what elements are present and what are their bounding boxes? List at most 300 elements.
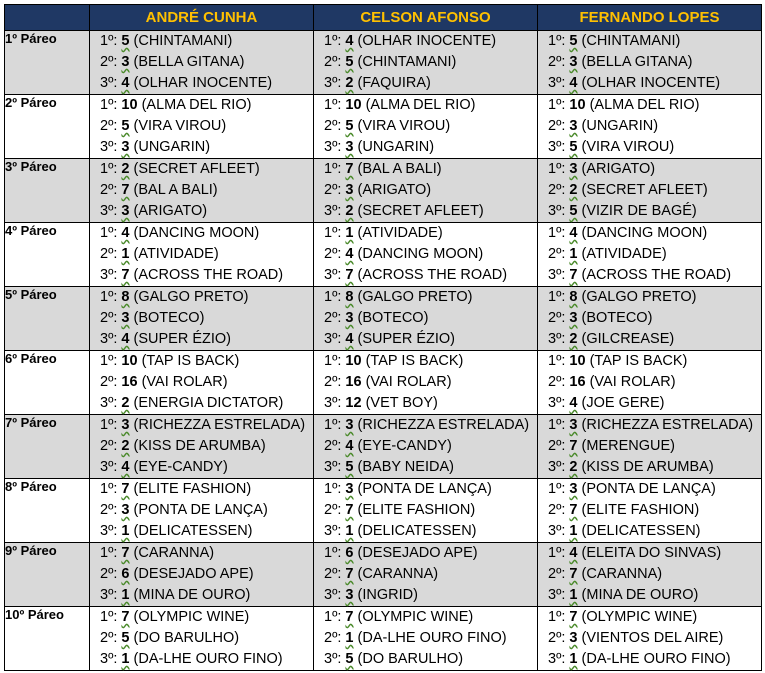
horse-name: (TAP IS BACK) <box>365 353 464 369</box>
column-header-andre-cunha: ANDRÉ CUNHA <box>90 5 314 31</box>
pick-position: 3º: <box>100 395 118 411</box>
pick-line <box>538 201 761 222</box>
horse-name: (ELITE FASHION) <box>581 502 700 518</box>
pick-line <box>538 180 761 201</box>
pick-position: 1º: <box>548 545 566 561</box>
pick-position: 3º: <box>100 203 118 219</box>
pick-line <box>90 585 313 606</box>
tips-cell-fernando-lopes <box>538 95 762 159</box>
column-header-celson-afonso: CELSON AFONSO <box>314 5 538 31</box>
horse-number: 7 <box>121 609 130 625</box>
pick-position: 1º: <box>548 353 566 369</box>
race-label: 10º Páreo <box>5 607 90 671</box>
horse-name: (OLYMPIC WINE) <box>357 609 474 625</box>
pick-line <box>314 223 537 244</box>
horse-number: 5 <box>569 203 578 219</box>
horse-number: 2 <box>569 331 578 347</box>
pick-line <box>90 479 313 500</box>
horse-name: (BABY NEIDA) <box>357 459 454 475</box>
horse-name: (PONTA DE LANÇA) <box>581 481 716 497</box>
horse-name: (DELICATESSEN) <box>357 523 477 539</box>
pick-line <box>538 649 761 670</box>
pick-line <box>538 543 761 564</box>
tips-cell-fernando-lopes <box>538 223 762 287</box>
horse-number: 7 <box>569 502 578 518</box>
horse-number: 3 <box>569 481 578 497</box>
pick-position: 3º: <box>548 395 566 411</box>
race-label: 4º Páreo <box>5 223 90 287</box>
horse-number: 16 <box>569 374 586 390</box>
horse-number: 5 <box>569 139 578 155</box>
horse-number: 4 <box>121 225 130 241</box>
pick-line <box>538 116 761 137</box>
horse-number: 5 <box>121 118 130 134</box>
pick-line <box>90 116 313 137</box>
table-row <box>5 287 762 351</box>
pick-position: 2º: <box>548 566 566 582</box>
horse-name: (CARANNA) <box>133 545 215 561</box>
pick-line <box>538 287 761 308</box>
pick-line <box>90 31 313 52</box>
horse-name: (MINA DE OURO) <box>581 587 699 603</box>
pick-line <box>314 436 537 457</box>
pick-position: 2º: <box>100 182 118 198</box>
horse-name: (RICHEZZA ESTRELADA) <box>357 417 530 433</box>
pick-line <box>314 329 537 350</box>
horse-name: (PONTA DE LANÇA) <box>133 502 268 518</box>
pick-line <box>314 159 537 180</box>
horse-name: (SECRET AFLEET) <box>133 161 260 177</box>
horse-number: 4 <box>345 246 354 262</box>
horse-name: (ACROSS THE ROAD) <box>133 267 284 283</box>
pick-position: 1º: <box>100 353 118 369</box>
pick-line <box>90 564 313 585</box>
horse-name: (DELICATESSEN) <box>581 523 701 539</box>
horse-number: 4 <box>345 438 354 454</box>
horse-number: 4 <box>569 225 578 241</box>
pick-position: 3º: <box>548 523 566 539</box>
pick-line <box>90 351 313 372</box>
pick-position: 2º: <box>324 310 342 326</box>
horse-number: 3 <box>345 417 354 433</box>
horse-name: (CARANNA) <box>357 566 439 582</box>
tips-cell-celson-afonso <box>314 607 538 671</box>
tips-cell-andre-cunha <box>90 31 314 95</box>
horse-name: (DO BARULHO) <box>133 630 240 646</box>
horse-number: 3 <box>569 630 578 646</box>
pick-line <box>538 521 761 542</box>
horse-number: 3 <box>345 587 354 603</box>
pick-position: 2º: <box>100 630 118 646</box>
horse-name: (OLYMPIC WINE) <box>581 609 698 625</box>
horse-name: (ELITE FASHION) <box>357 502 476 518</box>
horse-number: 3 <box>569 118 578 134</box>
tips-cell-celson-afonso <box>314 415 538 479</box>
pick-position: 1º: <box>548 225 566 241</box>
horse-number: 12 <box>345 395 362 411</box>
horse-name: (SECRET AFLEET) <box>581 182 708 198</box>
pick-line <box>314 137 537 158</box>
horse-number: 2 <box>345 75 354 91</box>
pick-position: 3º: <box>324 459 342 475</box>
horse-name: (JOE GERE) <box>581 395 665 411</box>
horse-name: (DA-LHE OURO FINO) <box>357 630 507 646</box>
horse-number: 1 <box>569 246 578 262</box>
horse-number: 2 <box>569 182 578 198</box>
pick-line <box>538 607 761 628</box>
horse-number: 4 <box>569 395 578 411</box>
horse-name: (BAL A BALI) <box>133 182 218 198</box>
horse-number: 1 <box>121 246 130 262</box>
pick-line <box>314 415 537 436</box>
horse-name: (KISS DE ARUMBA) <box>581 459 714 475</box>
pick-position: 2º: <box>548 310 566 326</box>
horse-number: 1 <box>569 587 578 603</box>
pick-line <box>314 585 537 606</box>
pick-line <box>314 521 537 542</box>
pick-line <box>314 73 537 94</box>
horse-number: 8 <box>569 289 578 305</box>
pick-line <box>90 137 313 158</box>
pick-line <box>90 329 313 350</box>
pick-line <box>90 457 313 478</box>
pick-position: 2º: <box>100 502 118 518</box>
pick-line <box>538 223 761 244</box>
pick-line <box>314 287 537 308</box>
horse-name: (ELITE FASHION) <box>133 481 252 497</box>
horse-number: 7 <box>121 267 130 283</box>
pick-line <box>314 116 537 137</box>
horse-name: (UNGARIN) <box>133 139 211 155</box>
pick-line <box>314 457 537 478</box>
pick-line <box>90 201 313 222</box>
race-label: 7º Páreo <box>5 415 90 479</box>
tips-cell-andre-cunha <box>90 479 314 543</box>
pick-position: 3º: <box>548 267 566 283</box>
pick-position: 3º: <box>548 75 566 91</box>
horse-name: (VIRA VIROU) <box>133 118 227 134</box>
pick-line <box>538 457 761 478</box>
pick-position: 3º: <box>100 331 118 347</box>
pick-position: 2º: <box>324 630 342 646</box>
horse-number: 5 <box>121 33 130 49</box>
pick-position: 2º: <box>548 438 566 454</box>
horse-name: (VET BOY) <box>365 395 438 411</box>
horse-name: (OLHAR INOCENTE) <box>133 75 273 91</box>
horse-number: 4 <box>121 331 130 347</box>
pick-line <box>538 372 761 393</box>
pick-position: 2º: <box>548 502 566 518</box>
tips-cell-fernando-lopes <box>538 351 762 415</box>
pick-position: 1º: <box>324 417 342 433</box>
horse-number: 8 <box>345 289 354 305</box>
race-label: 8º Páreo <box>5 479 90 543</box>
horse-name: (ARIGATO) <box>357 182 432 198</box>
horse-name: (SUPER ÉZIO) <box>133 331 232 347</box>
tips-table <box>4 4 762 671</box>
horse-number: 3 <box>569 417 578 433</box>
horse-name: (ARIGATO) <box>133 203 208 219</box>
horse-number: 3 <box>121 502 130 518</box>
horse-name: (DANCING MOON) <box>581 225 708 241</box>
pick-position: 2º: <box>100 374 118 390</box>
pick-line <box>90 180 313 201</box>
pick-line <box>538 52 761 73</box>
tips-cell-andre-cunha <box>90 287 314 351</box>
pick-position: 3º: <box>324 651 342 667</box>
horse-name: (VAI ROLAR) <box>365 374 452 390</box>
table-row <box>5 223 762 287</box>
pick-position: 1º: <box>324 33 342 49</box>
horse-name: (ATIVIDADE) <box>133 246 219 262</box>
pick-line <box>538 265 761 286</box>
pick-line <box>538 415 761 436</box>
pick-line <box>314 308 537 329</box>
horse-name: (OLHAR INOCENTE) <box>581 75 721 91</box>
tips-cell-andre-cunha <box>90 543 314 607</box>
race-label: 1º Páreo <box>5 31 90 95</box>
table-body <box>5 31 762 671</box>
pick-line <box>314 201 537 222</box>
tips-cell-fernando-lopes <box>538 479 762 543</box>
pick-position: 1º: <box>324 353 342 369</box>
pick-line <box>90 628 313 649</box>
horse-number: 3 <box>121 54 130 70</box>
pick-position: 1º: <box>100 161 118 177</box>
horse-number: 7 <box>345 161 354 177</box>
horse-number: 5 <box>345 459 354 475</box>
pick-position: 3º: <box>548 139 566 155</box>
horse-number: 7 <box>121 182 130 198</box>
header-row <box>5 5 762 31</box>
pick-line <box>314 564 537 585</box>
pick-position: 1º: <box>548 417 566 433</box>
horse-number: 3 <box>345 139 354 155</box>
pick-line <box>314 265 537 286</box>
pick-position: 3º: <box>324 523 342 539</box>
pick-position: 2º: <box>324 502 342 518</box>
pick-position: 3º: <box>324 75 342 91</box>
pick-line <box>538 628 761 649</box>
pick-line <box>90 308 313 329</box>
pick-position: 2º: <box>548 246 566 262</box>
horse-name: (TAP IS BACK) <box>589 353 688 369</box>
horse-number: 4 <box>121 75 130 91</box>
tips-cell-celson-afonso <box>314 351 538 415</box>
pick-line <box>538 137 761 158</box>
pick-position: 3º: <box>100 587 118 603</box>
pick-position: 1º: <box>324 97 342 113</box>
horse-number: 10 <box>345 97 362 113</box>
pick-position: 2º: <box>548 374 566 390</box>
tips-cell-fernando-lopes <box>538 543 762 607</box>
race-label: 2º Páreo <box>5 95 90 159</box>
pick-position: 1º: <box>548 161 566 177</box>
horse-number: 3 <box>569 161 578 177</box>
horse-name: (RICHEZZA ESTRELADA) <box>581 417 754 433</box>
pick-position: 3º: <box>100 75 118 91</box>
pick-position: 3º: <box>324 331 342 347</box>
horse-name: (VIRA VIROU) <box>581 139 675 155</box>
pick-position: 2º: <box>548 54 566 70</box>
pick-line <box>90 415 313 436</box>
pick-line <box>314 244 537 265</box>
pick-position: 2º: <box>324 182 342 198</box>
pick-position: 1º: <box>548 289 566 305</box>
horse-number: 10 <box>345 353 362 369</box>
horse-name: (EYE-CANDY) <box>357 438 452 454</box>
tips-cell-celson-afonso <box>314 479 538 543</box>
pick-position: 2º: <box>100 438 118 454</box>
horse-name: (DESEJADO APE) <box>357 545 478 561</box>
horse-name: (RICHEZZA ESTRELADA) <box>133 417 306 433</box>
pick-position: 2º: <box>324 438 342 454</box>
pick-position: 1º: <box>100 97 118 113</box>
horse-name: (EYE-CANDY) <box>133 459 228 475</box>
tips-cell-celson-afonso <box>314 223 538 287</box>
horse-number: 3 <box>121 203 130 219</box>
pick-position: 3º: <box>548 587 566 603</box>
horse-number: 7 <box>569 438 578 454</box>
pick-line <box>314 372 537 393</box>
horse-name: (UNGARIN) <box>581 118 659 134</box>
horse-number: 3 <box>121 417 130 433</box>
pick-line <box>314 628 537 649</box>
pick-line <box>538 393 761 414</box>
horse-number: 4 <box>569 545 578 561</box>
horse-number: 3 <box>569 310 578 326</box>
pick-position: 3º: <box>548 203 566 219</box>
pick-position: 3º: <box>548 651 566 667</box>
pick-position: 2º: <box>324 374 342 390</box>
pick-position: 3º: <box>100 459 118 475</box>
horse-name: (PONTA DE LANÇA) <box>357 481 492 497</box>
horse-name: (ALMA DEL RIO) <box>589 97 700 113</box>
horse-number: 6 <box>345 545 354 561</box>
pick-line <box>314 180 537 201</box>
table-row <box>5 543 762 607</box>
pick-line <box>90 159 313 180</box>
horse-number: 1 <box>121 587 130 603</box>
pick-position: 3º: <box>100 139 118 155</box>
pick-line <box>90 393 313 414</box>
pick-position: 1º: <box>324 609 342 625</box>
race-label: 6º Páreo <box>5 351 90 415</box>
tips-cell-andre-cunha <box>90 607 314 671</box>
horse-number: 7 <box>569 609 578 625</box>
horse-name: (ALMA DEL RIO) <box>365 97 476 113</box>
pick-position: 3º: <box>100 651 118 667</box>
horse-name: (DANCING MOON) <box>357 246 484 262</box>
horse-name: (DA-LHE OURO FINO) <box>133 651 283 667</box>
pick-position: 1º: <box>100 225 118 241</box>
horse-name: (GILCREASE) <box>581 331 675 347</box>
pick-position: 2º: <box>324 54 342 70</box>
pick-position: 1º: <box>548 609 566 625</box>
horse-number: 3 <box>121 310 130 326</box>
horse-name: (VAI ROLAR) <box>141 374 228 390</box>
pick-position: 1º: <box>324 225 342 241</box>
pick-position: 1º: <box>324 289 342 305</box>
pick-line <box>90 287 313 308</box>
pick-position: 3º: <box>548 331 566 347</box>
pick-line <box>90 265 313 286</box>
pick-line <box>314 393 537 414</box>
horse-name: (FAQUIRA) <box>357 75 431 91</box>
horse-name: (CARANNA) <box>581 566 663 582</box>
tips-cell-celson-afonso <box>314 287 538 351</box>
tips-cell-fernando-lopes <box>538 607 762 671</box>
pick-position: 1º: <box>100 609 118 625</box>
race-label: 5º Páreo <box>5 287 90 351</box>
horse-name: (DANCING MOON) <box>133 225 260 241</box>
pick-position: 2º: <box>100 310 118 326</box>
pick-position: 2º: <box>100 566 118 582</box>
horse-name: (GALGO PRETO) <box>581 289 697 305</box>
pick-position: 3º: <box>324 203 342 219</box>
table-row <box>5 31 762 95</box>
horse-name: (OLHAR INOCENTE) <box>357 33 497 49</box>
horse-number: 10 <box>569 353 586 369</box>
tips-cell-celson-afonso <box>314 543 538 607</box>
horse-number: 10 <box>569 97 586 113</box>
horse-number: 10 <box>121 97 138 113</box>
horse-name: (ARIGATO) <box>581 161 656 177</box>
horse-number: 7 <box>345 502 354 518</box>
horse-number: 3 <box>345 310 354 326</box>
pick-line <box>90 223 313 244</box>
race-label: 9º Páreo <box>5 543 90 607</box>
pick-line <box>90 372 313 393</box>
tips-cell-andre-cunha <box>90 95 314 159</box>
tips-cell-fernando-lopes <box>538 31 762 95</box>
tips-cell-andre-cunha <box>90 159 314 223</box>
horse-name: (GALGO PRETO) <box>357 289 473 305</box>
horse-name: (BELLA GITANA) <box>581 54 693 70</box>
pick-position: 3º: <box>324 139 342 155</box>
horse-name: (GALGO PRETO) <box>133 289 249 305</box>
pick-line <box>314 479 537 500</box>
horse-number: 7 <box>121 481 130 497</box>
pick-position: 2º: <box>548 182 566 198</box>
pick-line <box>90 436 313 457</box>
table-header <box>5 5 762 31</box>
tips-cell-andre-cunha <box>90 351 314 415</box>
horse-number: 2 <box>569 459 578 475</box>
pick-position: 1º: <box>548 97 566 113</box>
pick-position: 2º: <box>100 118 118 134</box>
horse-name: (BAL A BALI) <box>357 161 442 177</box>
horse-number: 1 <box>569 651 578 667</box>
tips-table-container <box>4 4 762 671</box>
horse-number: 2 <box>121 161 130 177</box>
horse-number: 3 <box>345 481 354 497</box>
pick-position: 3º: <box>100 267 118 283</box>
pick-line <box>538 159 761 180</box>
pick-line <box>538 95 761 116</box>
horse-name: (BOTECO) <box>133 310 205 326</box>
pick-line <box>314 95 537 116</box>
horse-name: (ENERGIA DICTATOR) <box>133 395 284 411</box>
pick-position: 1º: <box>324 481 342 497</box>
horse-name: (SUPER ÉZIO) <box>357 331 456 347</box>
horse-name: (ELEITA DO SINVAS) <box>581 545 722 561</box>
horse-number: 2 <box>345 203 354 219</box>
table-row <box>5 95 762 159</box>
horse-number: 1 <box>569 523 578 539</box>
horse-number: 5 <box>121 630 130 646</box>
pick-line <box>538 308 761 329</box>
